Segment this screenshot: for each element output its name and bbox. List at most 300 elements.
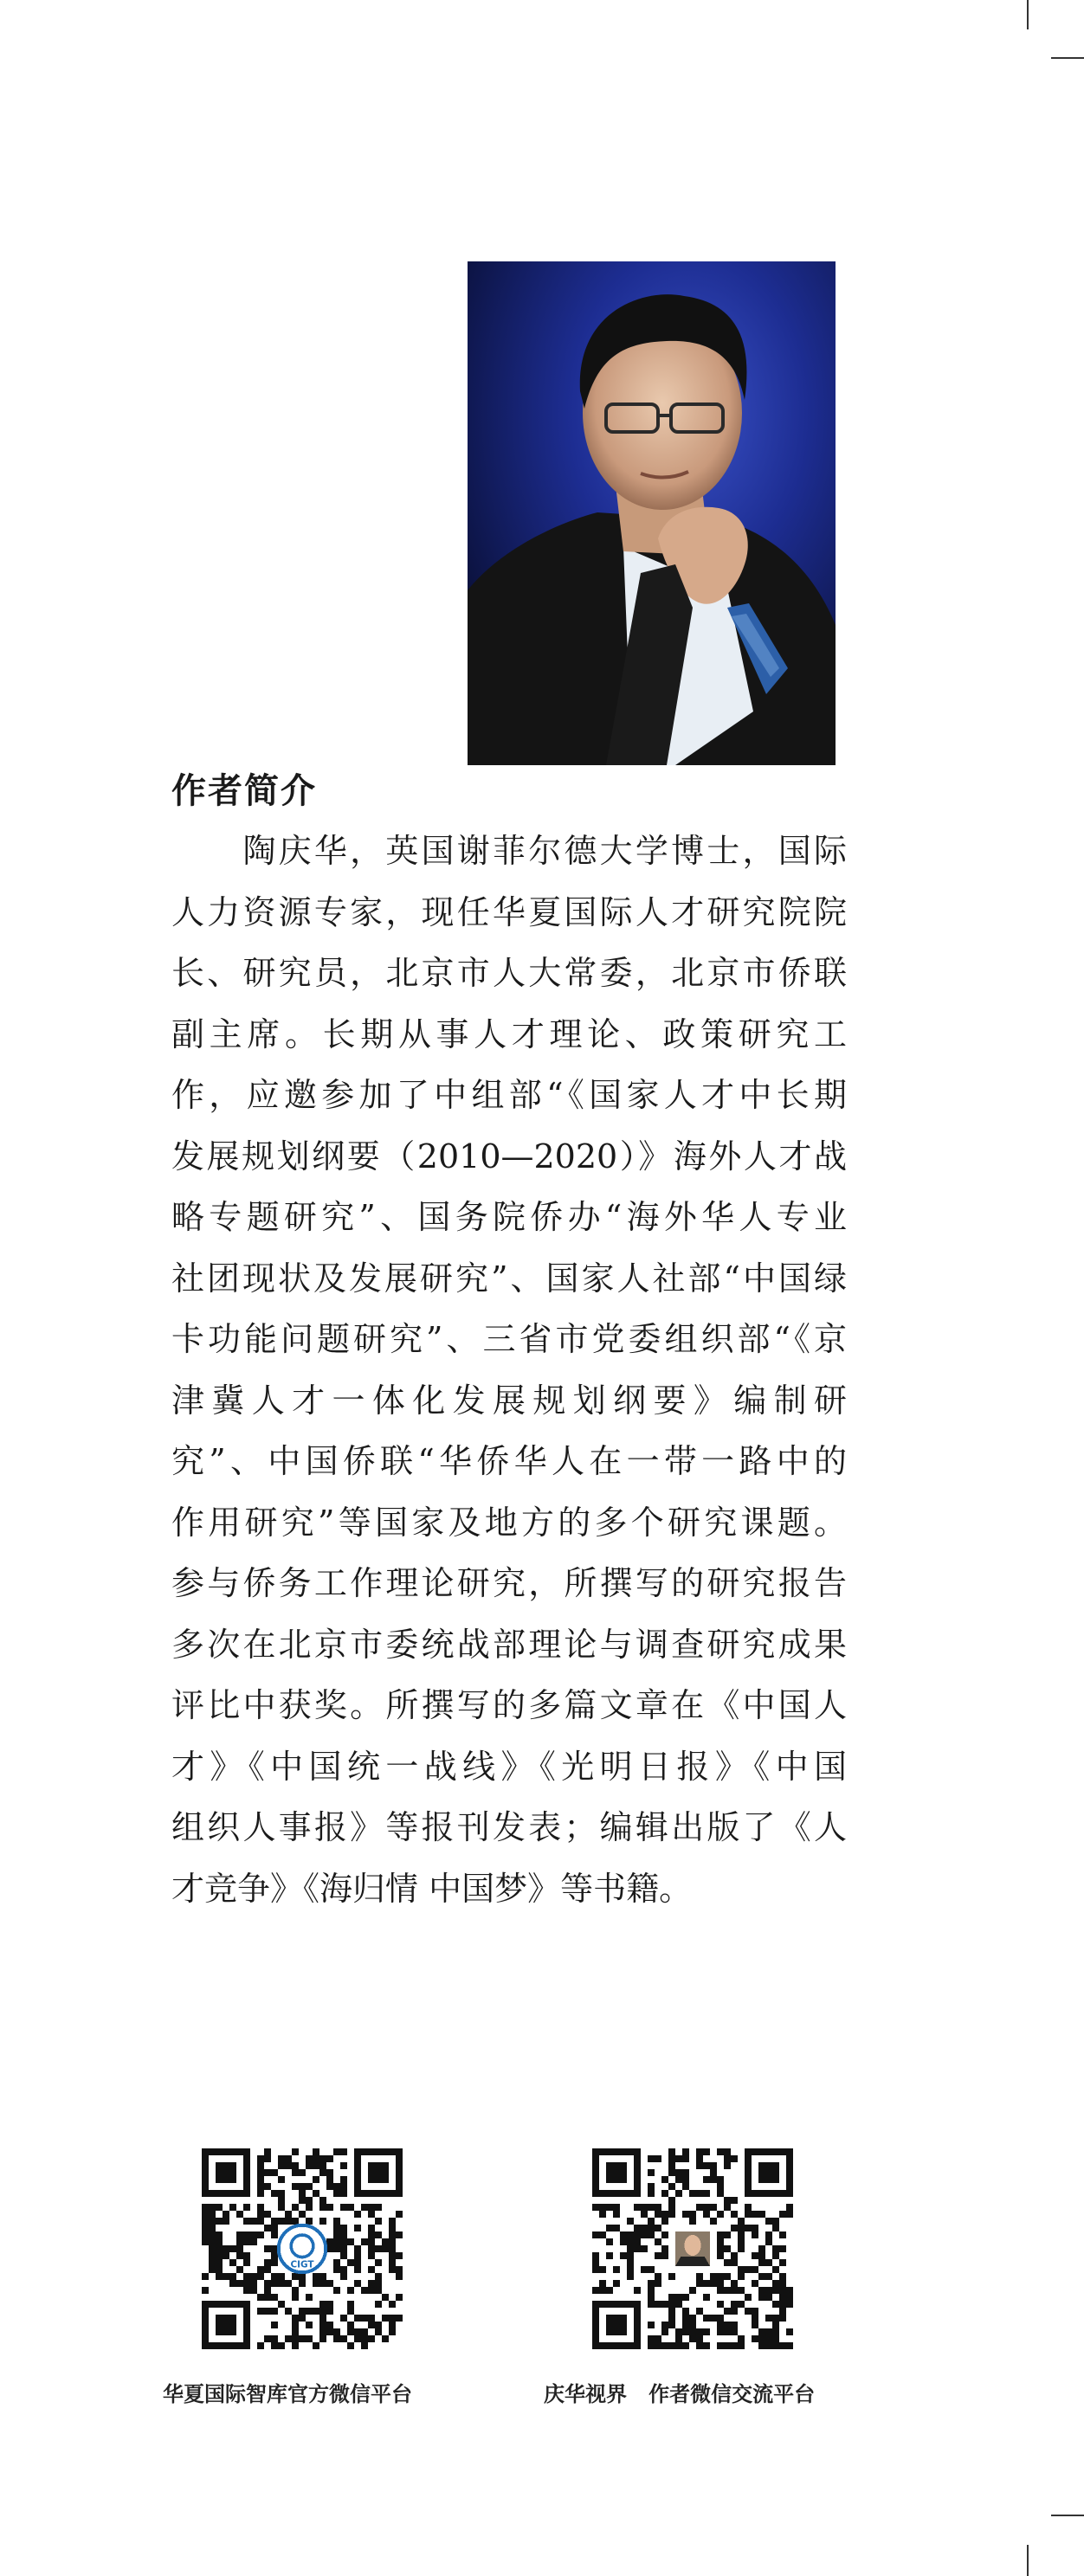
qr-module xyxy=(661,2342,668,2349)
crop-mark xyxy=(1027,0,1029,29)
wechat-qr-code-author[interactable] xyxy=(592,2148,793,2349)
qr-module xyxy=(340,2148,347,2155)
qr-module xyxy=(724,2322,731,2328)
qr-module xyxy=(731,2252,738,2259)
qr-module xyxy=(236,2280,243,2287)
qr-module xyxy=(216,2266,223,2273)
qr-module xyxy=(717,2287,724,2294)
qr-module xyxy=(710,2280,717,2287)
qr-module xyxy=(326,2238,333,2245)
qr-module xyxy=(326,2183,333,2190)
qr-module xyxy=(779,2342,786,2349)
qr-module xyxy=(340,2204,347,2211)
qr-module xyxy=(717,2280,724,2287)
qr-module xyxy=(340,2183,347,2190)
qr-module xyxy=(738,2225,745,2231)
qr-module xyxy=(292,2335,299,2342)
qr-module xyxy=(668,2204,675,2211)
qr-module xyxy=(648,2266,655,2273)
qr-module xyxy=(340,2162,347,2169)
bio-line: 才》《中国统一战线》《光明日报》《中国 xyxy=(171,1747,847,1786)
qr-caption-official: 华夏国际智库官方微信平台 xyxy=(163,2382,412,2406)
qr-module xyxy=(634,2238,641,2245)
qr-module xyxy=(682,2148,689,2155)
qr-module xyxy=(396,2266,403,2273)
qr-module xyxy=(389,2225,396,2231)
qr-module xyxy=(236,2266,243,2273)
qr-module xyxy=(620,2238,627,2245)
qr-module xyxy=(250,2273,257,2280)
qr-module xyxy=(354,2211,361,2218)
qr-module xyxy=(724,2155,731,2162)
qr-module xyxy=(634,2225,641,2231)
qr-module xyxy=(724,2287,731,2294)
qr-module xyxy=(786,2342,793,2349)
qr-module xyxy=(278,2273,285,2280)
qr-module xyxy=(319,2322,326,2328)
qr-finder-pattern xyxy=(368,2162,389,2183)
qr-module xyxy=(738,2342,745,2349)
qr-module xyxy=(779,2231,786,2238)
qr-module xyxy=(689,2190,696,2197)
qr-module xyxy=(738,2287,745,2294)
qr-module xyxy=(292,2169,299,2176)
qr-module xyxy=(738,2301,745,2308)
qr-module xyxy=(661,2328,668,2335)
qr-module xyxy=(668,2155,675,2162)
qr-module xyxy=(758,2273,765,2280)
qr-module xyxy=(313,2280,319,2287)
qr-module xyxy=(675,2342,682,2349)
qr-module xyxy=(333,2328,340,2335)
qr-module xyxy=(264,2280,271,2287)
qr-module xyxy=(758,2252,765,2259)
qr-module xyxy=(717,2301,724,2308)
qr-module xyxy=(731,2155,738,2162)
qr-module xyxy=(710,2169,717,2176)
qr-module xyxy=(661,2245,668,2252)
qr-module xyxy=(354,2335,361,2342)
qr-module xyxy=(216,2259,223,2266)
qr-module xyxy=(313,2308,319,2315)
qr-module xyxy=(772,2322,779,2328)
qr-module xyxy=(724,2204,731,2211)
qr-module xyxy=(257,2155,264,2162)
qr-module xyxy=(724,2328,731,2335)
qr-module xyxy=(354,2328,361,2335)
qr-module xyxy=(326,2245,333,2252)
qr-module xyxy=(648,2218,655,2225)
qr-module xyxy=(758,2328,765,2335)
qr-module xyxy=(675,2294,682,2301)
qr-module xyxy=(703,2190,710,2197)
qr-module xyxy=(772,2315,779,2322)
qr-module xyxy=(738,2238,745,2245)
qr-module xyxy=(333,2259,340,2266)
qr-module xyxy=(389,2252,396,2259)
qr-module xyxy=(634,2245,641,2252)
qr-module xyxy=(333,2266,340,2273)
wechat-qr-code-official[interactable] xyxy=(202,2148,403,2349)
qr-module xyxy=(779,2211,786,2218)
qr-module xyxy=(333,2335,340,2342)
qr-module xyxy=(634,2204,641,2211)
qr-module xyxy=(257,2176,264,2183)
qr-module xyxy=(396,2273,403,2280)
qr-module xyxy=(306,2155,313,2162)
qr-module xyxy=(209,2259,216,2266)
qr-module xyxy=(389,2315,396,2322)
qr-module xyxy=(285,2218,292,2225)
qr-module xyxy=(368,2211,375,2218)
qr-module xyxy=(620,2252,627,2259)
qr-module xyxy=(745,2308,752,2315)
qr-module xyxy=(375,2280,382,2287)
qr-module xyxy=(710,2218,717,2225)
qr-module xyxy=(668,2148,675,2155)
qr-module xyxy=(648,2155,655,2162)
qr-module xyxy=(696,2308,703,2315)
qr-module xyxy=(375,2301,382,2308)
qr-module xyxy=(779,2301,786,2308)
qr-module xyxy=(271,2335,278,2342)
qr-module xyxy=(326,2204,333,2211)
qr-module xyxy=(627,2252,634,2259)
qr-module xyxy=(717,2322,724,2328)
qr-module xyxy=(682,2211,689,2218)
qr-module xyxy=(689,2218,696,2225)
qr-module xyxy=(641,2245,648,2252)
qr-module xyxy=(758,2287,765,2294)
qr-module xyxy=(333,2245,340,2252)
qr-module xyxy=(292,2328,299,2335)
qr-module xyxy=(326,2169,333,2176)
qr-module xyxy=(278,2218,285,2225)
qr-module xyxy=(717,2231,724,2238)
qr-module xyxy=(292,2342,299,2349)
qr-module xyxy=(313,2155,319,2162)
qr-module xyxy=(223,2245,229,2252)
qr-module xyxy=(641,2266,648,2273)
qr-module xyxy=(361,2328,368,2335)
qr-module xyxy=(236,2252,243,2259)
qr-module xyxy=(758,2294,765,2301)
qr-module xyxy=(689,2315,696,2322)
qr-module xyxy=(278,2190,285,2197)
qr-module xyxy=(648,2204,655,2211)
qr-module xyxy=(223,2218,229,2225)
qr-module xyxy=(717,2273,724,2280)
qr-module xyxy=(627,2259,634,2266)
qr-module xyxy=(389,2301,396,2308)
qr-module xyxy=(696,2273,703,2280)
qr-module xyxy=(710,2315,717,2322)
qr-module xyxy=(340,2335,347,2342)
qr-module xyxy=(675,2176,682,2183)
qr-module xyxy=(648,2169,655,2176)
qr-module xyxy=(724,2231,731,2238)
qr-module xyxy=(264,2259,271,2266)
qr-module xyxy=(292,2315,299,2322)
qr-module xyxy=(620,2231,627,2238)
qr-module xyxy=(319,2328,326,2335)
bio-line: 副主席。长期从事人才理论、政策研究工 xyxy=(171,1014,847,1053)
qr-module xyxy=(299,2315,306,2322)
bio-line: 发展规划纲要（2010—2020）》海外人才战 xyxy=(171,1137,847,1175)
qr-module xyxy=(271,2169,278,2176)
qr-module xyxy=(292,2148,299,2155)
qr-module xyxy=(264,2148,271,2155)
qr-module xyxy=(668,2301,675,2308)
section-heading: 作者简介 xyxy=(171,770,317,811)
qr-module xyxy=(354,2245,361,2252)
qr-module xyxy=(655,2155,661,2162)
qr-module xyxy=(738,2335,745,2342)
qr-module xyxy=(703,2211,710,2218)
qr-module xyxy=(250,2231,257,2238)
qr-module xyxy=(257,2183,264,2190)
qr-module xyxy=(752,2225,758,2231)
qr-module xyxy=(243,2238,250,2245)
qr-module xyxy=(648,2335,655,2342)
qr-module xyxy=(758,2342,765,2349)
qr-module xyxy=(382,2335,389,2342)
qr-module xyxy=(696,2335,703,2342)
bio-line: 作，应邀参加了中组部“《国家人才中长期 xyxy=(171,1076,847,1114)
qr-module xyxy=(347,2322,354,2328)
qr-module xyxy=(340,2176,347,2183)
qr-module xyxy=(236,2211,243,2218)
qr-module xyxy=(202,2218,209,2225)
qr-module xyxy=(347,2342,354,2349)
qr-module xyxy=(752,2231,758,2238)
qr-module xyxy=(682,2308,689,2315)
bio-line: 多次在北京市委统战部理论与调查研究成果 xyxy=(171,1625,847,1664)
qr-module xyxy=(724,2162,731,2169)
qr-module xyxy=(661,2252,668,2259)
qr-module xyxy=(389,2245,396,2252)
qr-module xyxy=(786,2294,793,2301)
qr-module xyxy=(731,2342,738,2349)
qr-module xyxy=(745,2294,752,2301)
qr-module xyxy=(710,2162,717,2169)
qr-module xyxy=(306,2294,313,2301)
qr-module xyxy=(752,2335,758,2342)
qr-module xyxy=(779,2308,786,2315)
qr-module xyxy=(209,2211,216,2218)
qr-module xyxy=(209,2231,216,2238)
qr-module xyxy=(655,2335,661,2342)
qr-module xyxy=(696,2280,703,2287)
qr-module xyxy=(389,2259,396,2266)
qr-module xyxy=(703,2294,710,2301)
qr-module xyxy=(375,2218,382,2225)
bio-line: 评比中获奖。所撰写的多篇文章在《中国人 xyxy=(171,1686,847,1724)
qr-module xyxy=(765,2342,772,2349)
bio-line: 卡功能问题研究”、三省市党委组织部“《京 xyxy=(171,1320,847,1358)
qr-module xyxy=(209,2218,216,2225)
qr-module xyxy=(333,2238,340,2245)
qr-module xyxy=(264,2155,271,2162)
bio-line: 陶庆华，英国谢菲尔德大学博士，国际 xyxy=(171,832,847,870)
qr-module xyxy=(271,2280,278,2287)
qr-module xyxy=(772,2342,779,2349)
qr-module xyxy=(772,2301,779,2308)
qr-module xyxy=(257,2162,264,2169)
qr-module xyxy=(340,2190,347,2197)
qr-module xyxy=(368,2280,375,2287)
qr-module xyxy=(354,2266,361,2273)
qr-module xyxy=(299,2280,306,2287)
qr-module xyxy=(278,2197,285,2204)
qr-module xyxy=(223,2211,229,2218)
qr-module xyxy=(292,2322,299,2328)
qr-module xyxy=(786,2328,793,2335)
qr-module xyxy=(758,2335,765,2342)
qr-module xyxy=(675,2169,682,2176)
qr-module xyxy=(752,2211,758,2218)
qr-module xyxy=(675,2190,682,2197)
author-avatar-suit xyxy=(675,2257,710,2266)
qr-module xyxy=(731,2287,738,2294)
qr-module xyxy=(682,2315,689,2322)
qr-module xyxy=(606,2252,613,2259)
qr-module xyxy=(786,2204,793,2211)
qr-module xyxy=(257,2266,264,2273)
qr-module xyxy=(354,2259,361,2266)
qr-module xyxy=(202,2238,209,2245)
qr-module xyxy=(655,2342,661,2349)
qr-module xyxy=(299,2211,306,2218)
qr-module xyxy=(703,2328,710,2335)
qr-module xyxy=(731,2328,738,2335)
qr-module xyxy=(333,2225,340,2231)
qr-module xyxy=(236,2245,243,2252)
qr-module xyxy=(592,2287,599,2294)
qr-module xyxy=(668,2342,675,2349)
qr-module xyxy=(731,2225,738,2231)
qr-module xyxy=(396,2294,403,2301)
qr-module xyxy=(655,2280,661,2287)
qr-module xyxy=(731,2301,738,2308)
crop-mark xyxy=(1051,2515,1084,2516)
qr-module xyxy=(299,2335,306,2342)
qr-module xyxy=(655,2211,661,2218)
qr-module xyxy=(696,2162,703,2169)
qr-module xyxy=(682,2183,689,2190)
qr-module xyxy=(765,2315,772,2322)
qr-module xyxy=(243,2252,250,2259)
qr-module xyxy=(724,2308,731,2315)
qr-module xyxy=(264,2266,271,2273)
qr-module xyxy=(257,2211,264,2218)
qr-module xyxy=(396,2231,403,2238)
qr-module xyxy=(271,2190,278,2197)
qr-module xyxy=(306,2218,313,2225)
qr-module xyxy=(668,2273,675,2280)
qr-module xyxy=(772,2280,779,2287)
qr-module xyxy=(306,2162,313,2169)
qr-module xyxy=(319,2218,326,2225)
qr-module xyxy=(641,2211,648,2218)
qr-module xyxy=(361,2342,368,2349)
qr-module xyxy=(738,2266,745,2273)
qr-module xyxy=(285,2155,292,2162)
qr-module xyxy=(682,2176,689,2183)
qr-module xyxy=(655,2238,661,2245)
qr-module xyxy=(772,2328,779,2335)
qr-module xyxy=(202,2211,209,2218)
qr-module xyxy=(285,2162,292,2169)
qr-module xyxy=(675,2301,682,2308)
qr-module xyxy=(264,2335,271,2342)
qr-module xyxy=(250,2218,257,2225)
qr-module xyxy=(655,2273,661,2280)
bio-line: 作用研究”等国家及地方的多个研究课题。 xyxy=(171,1503,847,1542)
crop-mark xyxy=(1027,2545,1029,2576)
qr-module xyxy=(333,2190,340,2197)
qr-module xyxy=(765,2259,772,2266)
qr-module xyxy=(229,2273,236,2280)
qr-module xyxy=(717,2315,724,2322)
qr-module xyxy=(389,2328,396,2335)
qr-module xyxy=(682,2155,689,2162)
qr-module xyxy=(648,2280,655,2287)
qr-module xyxy=(223,2273,229,2280)
qr-module xyxy=(682,2322,689,2328)
qr-module xyxy=(752,2315,758,2322)
qr-module xyxy=(257,2169,264,2176)
qr-module xyxy=(752,2252,758,2259)
qr-module xyxy=(703,2176,710,2183)
qr-module xyxy=(292,2287,299,2294)
qr-module xyxy=(243,2218,250,2225)
qr-module xyxy=(731,2197,738,2204)
qr-module xyxy=(361,2238,368,2245)
qr-module xyxy=(648,2225,655,2231)
qr-module xyxy=(229,2204,236,2211)
qr-module xyxy=(271,2322,278,2328)
qr-module xyxy=(627,2266,634,2273)
qr-module xyxy=(717,2252,724,2259)
qr-module xyxy=(772,2287,779,2294)
qr-module xyxy=(347,2259,354,2266)
qr-module xyxy=(319,2169,326,2176)
qr-module xyxy=(772,2245,779,2252)
qr-module xyxy=(216,2245,223,2252)
qr-module xyxy=(389,2322,396,2328)
qr-module xyxy=(724,2273,731,2280)
qr-module xyxy=(299,2308,306,2315)
qr-module xyxy=(661,2190,668,2197)
qr-module xyxy=(285,2280,292,2287)
qr-module xyxy=(592,2231,599,2238)
qr-module xyxy=(319,2335,326,2342)
qr-module xyxy=(738,2218,745,2225)
qr-module xyxy=(257,2231,264,2238)
qr-module xyxy=(319,2162,326,2169)
qr-module xyxy=(779,2287,786,2294)
qr-module xyxy=(229,2245,236,2252)
qr-module xyxy=(661,2231,668,2238)
qr-module xyxy=(271,2245,278,2252)
qr-module xyxy=(361,2204,368,2211)
qr-module xyxy=(655,2252,661,2259)
qr-module xyxy=(250,2280,257,2287)
qr-module xyxy=(724,2197,731,2204)
qr-module xyxy=(599,2231,606,2238)
qr-module xyxy=(243,2280,250,2287)
